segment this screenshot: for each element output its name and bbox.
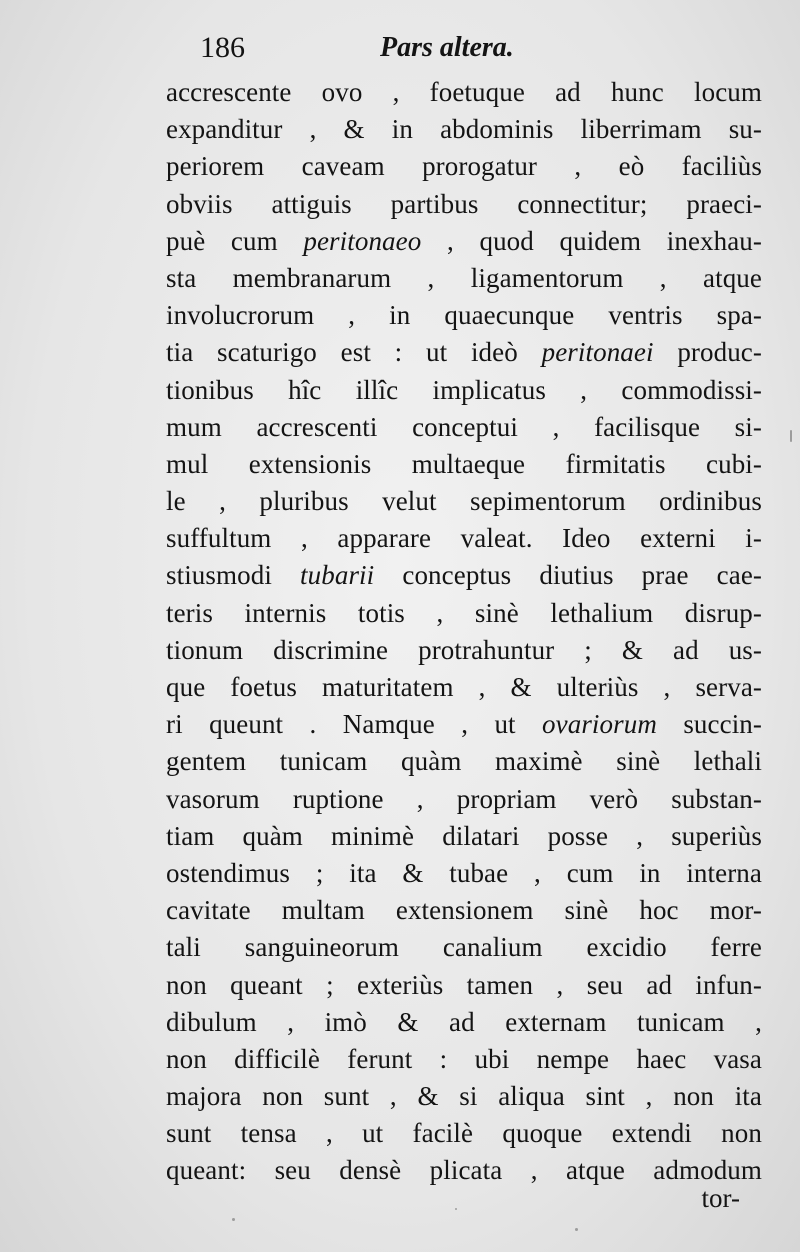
text-line: queant: seu densè plicata , atque admodum	[166, 1155, 762, 1186]
text-line: periorem caveam prorogatur , eò faciliùs	[166, 151, 762, 182]
paper-speck	[232, 1218, 235, 1221]
text-line: non difficilè ferunt : ubi nempe haec vasa	[166, 1043, 762, 1074]
text-line: gentem tunicam quàm maximè sinè lethali	[166, 746, 762, 777]
text-line: involucrorum , in quaecunque ventris spa-	[166, 300, 762, 331]
text-line: vasorum ruptione , propriam verò substan-	[166, 783, 762, 814]
text-line: dibulum , imò & ad externam tunicam ,	[166, 1006, 762, 1037]
text-line: majora non sunt , & si aliqua sint , non ita	[166, 1081, 762, 1112]
text-line: puè cum peritonaeo , quod quidem inexhau-	[166, 225, 762, 256]
text-line: tionibus hîc illîc implicatus , commodissi-	[166, 374, 762, 405]
text-line: ostendimus ; ita & tubae , cum in interna	[166, 857, 762, 888]
text-line: tiam quàm minimè dilatari posse , superiùs	[166, 820, 762, 851]
text-line: non queant ; exteriùs tamen , seu ad infun-	[166, 969, 762, 1000]
body-text	[166, 74, 762, 1190]
text-line: stiusmodi tubarii conceptus diutius prae cae-	[166, 560, 762, 591]
text-line: que foetus maturitatem , & ulteriùs , serva-	[166, 672, 762, 702]
paper-speck	[790, 430, 792, 442]
text-line: obviis attiguis partibus connectitur; praeci-	[166, 188, 762, 219]
text-line: mul extensionis multaeque firmitatis cubi-	[166, 448, 762, 479]
text-line: suffultum , apparare valeat. Ideo externi i-	[166, 523, 762, 554]
paper-speck	[455, 1208, 457, 1210]
catchword: tor-	[701, 1183, 740, 1213]
text-line: tionum discrimine protrahuntur ; & ad us-	[166, 634, 762, 665]
text-line: accrescente ovo , foetuque ad hunc locum	[166, 77, 762, 107]
text-line: expanditur , & in abdominis liberrimam su-	[166, 114, 762, 145]
text-line: mum accrescenti conceptui , facilisque si-	[166, 411, 762, 442]
text-line: sta membranarum , ligamentorum , atque	[166, 262, 762, 293]
text-line: le , pluribus velut sepimentorum ordinibus	[166, 486, 762, 517]
text-line: sunt tensa , ut facilè quoque extendi non	[166, 1118, 762, 1149]
text-line: tia scaturigo est : ut ideò peritonaei produc-	[166, 337, 762, 368]
text-line: teris internis totis , sinè lethalium disrup-	[166, 597, 762, 628]
page-number: 186	[200, 31, 245, 64]
text-line: cavitate multam extensionem sinè hoc mor-	[166, 895, 762, 926]
text-line: tali sanguineorum canalium excidio ferre	[166, 932, 762, 963]
paper-speck	[575, 1228, 578, 1231]
text-line: ri queunt . Namque , ut ovariorum succin-	[166, 709, 762, 740]
running-head: Pars altera.	[380, 32, 514, 63]
